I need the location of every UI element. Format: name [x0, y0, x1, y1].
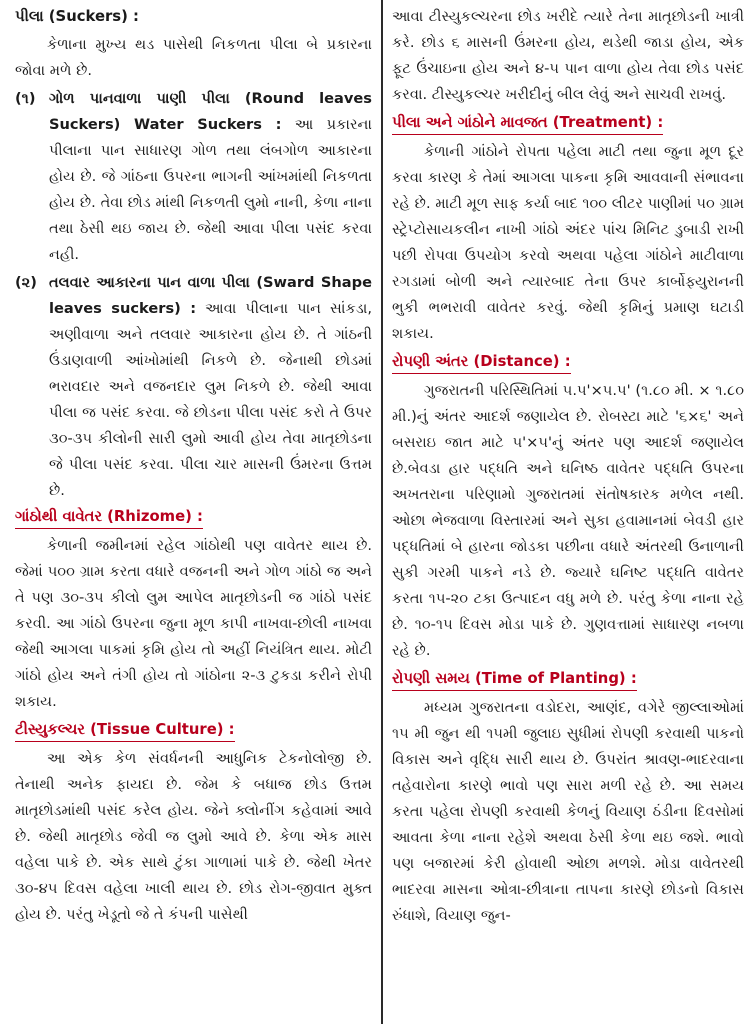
- treatment-paragraph: કેળાની ગાંઠોને રોપતા પહેલા માટી તથા જુના મૂળ દૂર કરવા કારણ કે તેમાં આગલા પાકના કૃમિ આવવાની સંભાવના રહે છે. માટી મૂળ સાફ કર્યા બાદ ૧૦૦ લીટર પાણીમાં ૫૦ ગ્રામ સ્ટ્રેપ્ટોસાયકલીન નાખી ગાંઠો અંદર પાંચ મિનિટ ડુબાડી રાખી પછી રોપવા ઉપયોગ કરવો અથવા પહેલા ગાંઠોને માટીવાળા રગડામાં બોળી અને ત્યારબાદ તેના ઉપર કાર્બોફ્યુરાનની ભુકી ભભરાવી વાવેતર કરવું. જેથી કૃમિનું પ્રમાણ ઘટાડી શકાય.: [392, 143, 744, 342]
- treatment-heading: પીલા અને ગાંઠોને માવજત (Treatment) :: [392, 112, 663, 135]
- distance-paragraph: ગુજરાતની પરિસ્થિતિમાં ૫.૫'×૫.૫' (૧.૮૦ મી. × ૧.૮૦ મી.)નું અંતર આદર્શ જણાયેલ છે. રોબસ્ટા માટે '૬×૬' અને બસરાઇ જાત માટે ૫'×૫'નું અંતર પણ આદર્શ જણાયેલ છે.બેવડા હાર પદ્ધતિ અને ઘનિષ્ઠ વાવેતર પદ્ધતિ ઉપરના અખતરાના પરિણામો ગુજરાતમાં સંતોષકારક મળેલ નથી. ઓછા ભેજવાળા વિસ્તારમાં અને સુકા હવામાનમાં બેવડી હાર પદ્ધતિમાં બે હારના જોડકા પછીના વધારે અંતરથી ઉનાળાની સુકી ગરમી પાકને નડે છે. જ્યારે ઘનિષ્ટ પદ્ધતિ વાવેતર કરતા ૧૫-૨૦ ટકા ઉત્પાદન વધુ મળે છે. પરંતુ કેળા નાના રહે છે. ૧૦-૧૫ દિવસ મોડા પાકે છે. ગુણવત્તામાં સાધારણ નબળા રહે છે.: [392, 382, 744, 659]
- tissue-culture-paragraph: આ એક કેળ સંવર્ધનની આધુનિક ટેકનોલોજી છે. તેનાથી અનેક ફાયદા છે. જેમ કે બધાજ છોડ ઉત્તમ માતૃછોડમાંથી પસંદ કરેલ હોય. જેને ક્લોનીંગ કહેવામાં આવે છે. જેથી માતૃછોડ જેવી જ લુમો આવે છે. કેળા એક માસ વહેલા પાકે છે. એક સાથે ટુંકા ગાળામાં પાકે છે. જેથી ખેતર ૩૦-૪૫ દિવસ વહેલા ખાલી થાય છે. છોડ રોગ-જીવાત મુક્ત હોય છે. પરંતુ ખેડૂતો જે તે કંપની પાસેથી: [15, 750, 372, 923]
- planting-time-paragraph: મધ્યમ ગુજરાતના વડોદરા, આણંદ, વગેરે જીલ્લાઓમાં ૧૫ મી જુન થી ૧૫મી જુલાઇ સુધીમાં રોપણી કરવાથી પાકનો વિકાસ અને વૃદ્ધિ સારી થાય છે. ઉપરાંત શ્રાવણ-ભાદરવાના તહેવારોના કારણે ભાવો પણ સારા મળી રહે છે. આ સમય કરતા પહેલા રોપણી કરવાથી કેળનું વિયાણ ઠંડીના દિવસોમાં આવતા કેળા નાના રહેશે અથવા ઠેસી કેળા થઇ જશે. ભાવો પણ બજારમાં કેરી હોવાથી ઓછા મળશે. મોડા વાવેતરથી ભાદરવા માસના ઓત્રા-છીત્રાના તાપના કારણે છોડનો વિકાસ રુંધાશે, વિયાણ જુન-: [392, 699, 744, 924]
- tissue-culture-continued: આવા ટીસ્યુકલ્ચરના છોડ ખરીદે ત્યારે તેના માતૃછોડની ખાત્રી કરે. છોડ ૬ માસની ઉંમરના હોય, થડેથી જાડા હોય, એક ફૂટ ઉંચાઇના હોય અને ૪-૫ પાન વાળા હોય તેવા છોડ પસંદ કરવા. ટીસ્યુકલ્ચર ખરીદીનું બીલ લેવું અને સાચવી રાખવું.: [392, 8, 744, 103]
- suckers-intro: કેળાના મુખ્ય થડ પાસેથી નિકળતા પીલા બે પ્રકારના જોવા મળે છે.: [15, 36, 372, 79]
- list-number: (૨): [15, 274, 37, 291]
- distance-heading: રોપણી અંતર (Distance) :: [392, 351, 571, 374]
- right-column: [392, 4, 744, 1024]
- suckers-heading: પીલા (Suckers) :: [15, 8, 139, 25]
- column-divider: [381, 0, 383, 1024]
- list-item-text: આ પ્રકારના પીલાના પાન સાધારણ ગોળ તથા લંબગોળ આકારના હોય છે. જે ગાંઠના ઉપરના ભાગની આંખમાંથી નિકળતા હોય છે. તેવા છોડ માંથી નિકળતી લુમો નાની, કેળા નાના તથા ઠેસી થઇ જાય છે. જેથી આવા પીલા પસંદ કરવા નહી.: [49, 116, 372, 263]
- rhizome-paragraph: કેળાની જમીનમાં રહેલ ગાંઠોથી પણ વાવેતર થાય છે. જેમાં ૫૦૦ ગ્રામ કરતા વધારે વજનની અને ગોળ ગાંઠો જ અને તે પણ ૩૦-૩૫ કીલો લુમ આપેલ માતૃછોડની જ ગાંઠો પસંદ કરવી. આ ગાંઠો ઉપરના જુના મૂળ કાપી નાખવા-છોલી નાખવા જેથી આગલા પાકમાં કૃમિ હોય તો અહીં નિયંત્રિત થાય. મોટી ગાંઠો હોય અને તંગી હોય તો ગાંઠોના ૨-૩ ટુકડા કરીને રોપી શકાય.: [15, 537, 372, 710]
- planting-time-heading: રોપણી સમય (Time of Planting) :: [392, 668, 637, 691]
- list-number: (૧): [15, 90, 36, 107]
- list-item-sword-leaves: [15, 270, 372, 504]
- list-item-heading: તલવાર આકારના પાન વાળા પીલા (Sward Shape leaves suckers) :: [49, 274, 372, 317]
- left-column: [15, 4, 372, 1024]
- list-item-text: આવા પીલાના પાન સાંકડા, અણીવાળા અને તલવાર આકારના હોય છે. તે ગાંઠની ઉંડાણવાળી આંખોમાંથી નિકળે છે. જેનાથી છોડમાં ભરાવદાર અને વજનદાર લુમ નિકળે છે. જેથી આવા પીલા જ પસંદ કરવા. જે છોડના પીલા પસંદ કરો તે ઉપર ૩૦-૩૫ કીલોની સારી લુમો આવી હોય તેવા માતૃછોડના જે પીલા પસંદ કરવા. પીલા ચાર માસની ઉંમરના ઉત્તમ છે.: [49, 300, 372, 499]
- list-item-body: [49, 86, 372, 268]
- list-item-round-leaves: [15, 86, 372, 268]
- tissue-culture-heading: ટીસ્યુકલ્ચર (Tissue Culture) :: [15, 719, 235, 742]
- list-item-heading: ગોળ પાનવાળા પાણી પીલા (Round leaves Suckers) Water Suckers :: [49, 90, 372, 133]
- list-item-body: [49, 270, 372, 504]
- rhizome-heading: ગાંઠોથી વાવેતર (Rhizome) :: [15, 506, 203, 529]
